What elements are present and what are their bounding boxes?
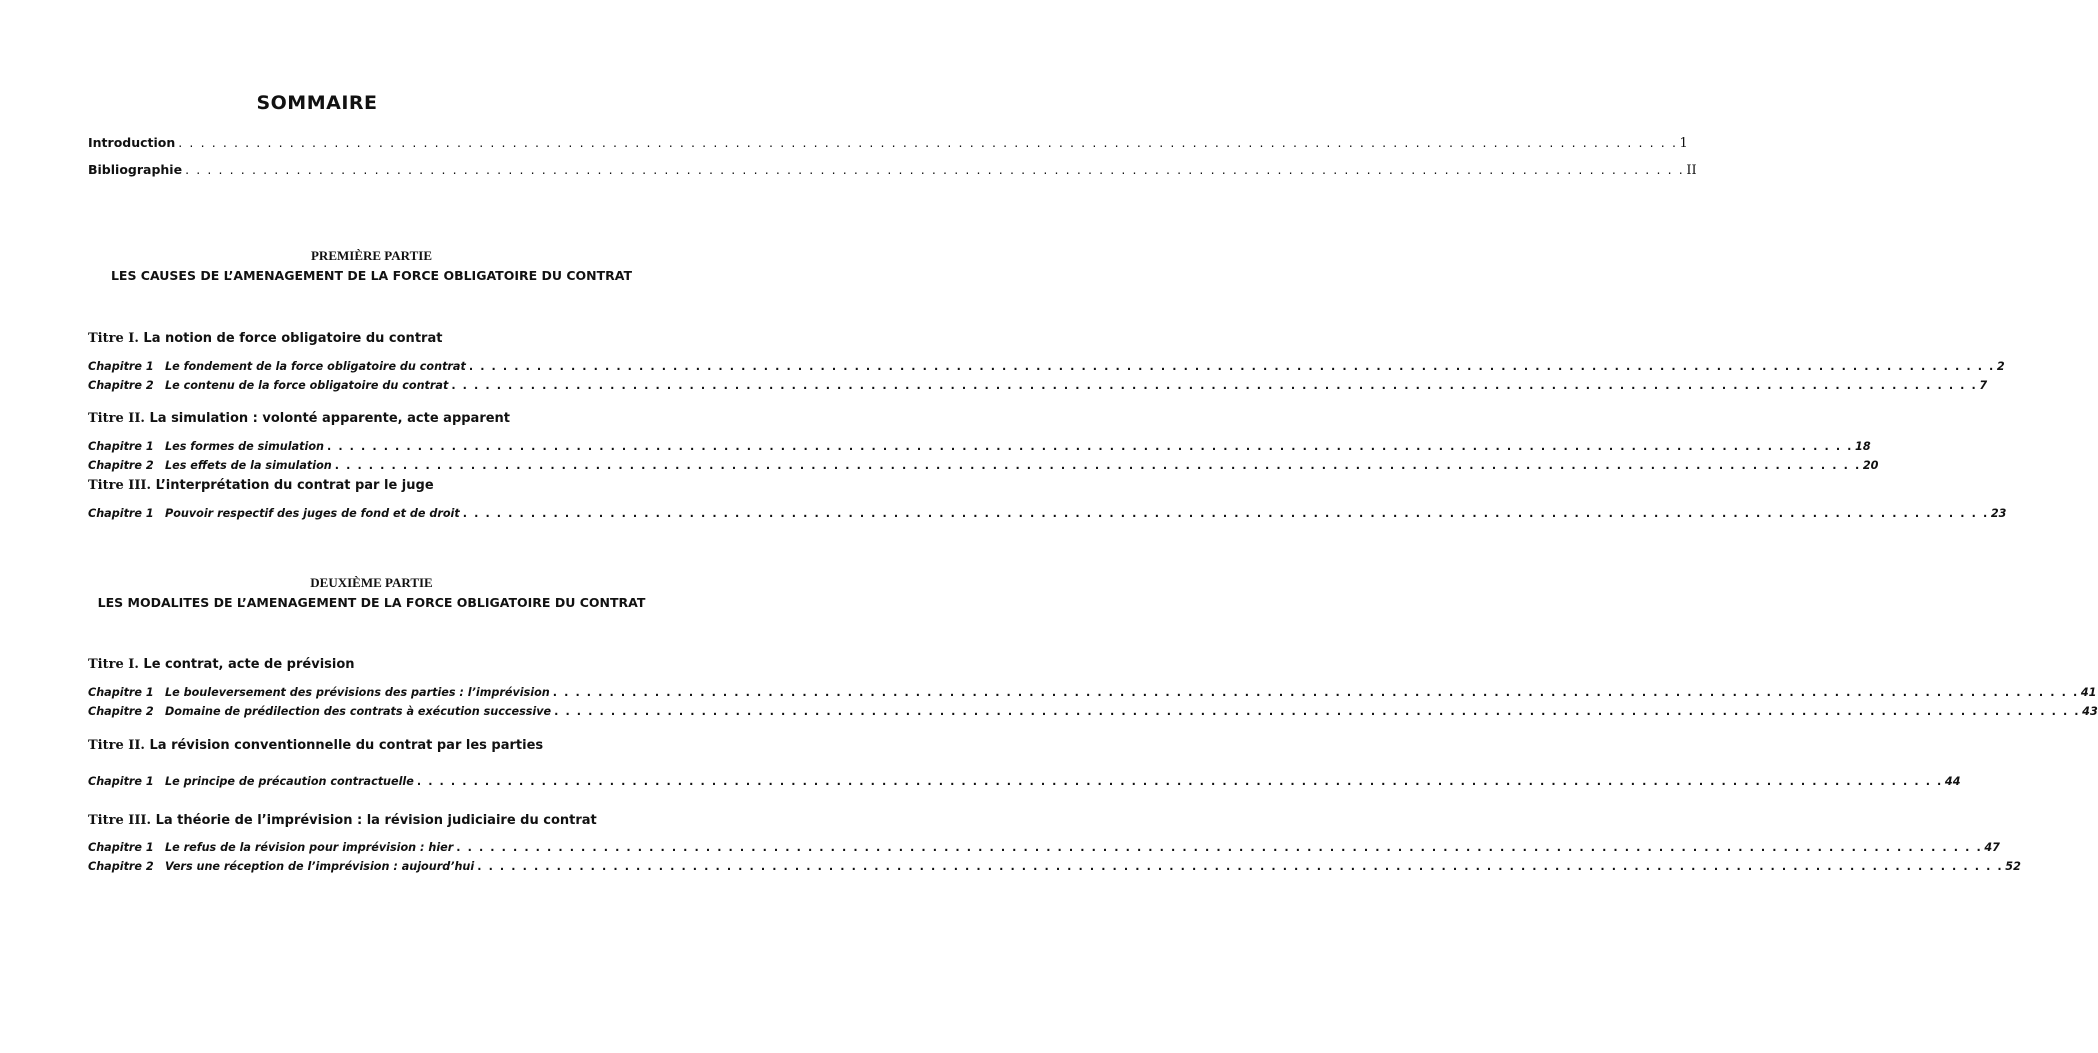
toc-entry-bibliographie[interactable] <box>88 162 1697 178</box>
toc-chapter-entry[interactable] <box>88 686 2097 699</box>
toc-page-number: 44 <box>1944 775 1961 788</box>
titre-number: Titre II. <box>88 411 145 426</box>
chapter-title: Le principe de précaution contractuelle <box>165 775 414 788</box>
dot-leader <box>178 135 1677 150</box>
toc-chapter-entry[interactable] <box>88 440 1871 453</box>
part-label: PREMIÈRE PARTIE <box>310 248 432 263</box>
dot-leader <box>185 162 1684 177</box>
chapter-label: Chapitre 1 <box>88 440 154 453</box>
dot-leader <box>327 440 1853 453</box>
dot-leader <box>335 459 1861 472</box>
chapter-label: Chapitre 1 <box>88 841 154 854</box>
titre-number: Titre I. <box>88 657 139 672</box>
toc-page-number: 43 <box>2082 705 2098 718</box>
titre-text: La notion de force obligatoire du contrat <box>143 331 443 346</box>
toc-chapter-entry[interactable] <box>88 705 2098 718</box>
chapter-label: Chapitre 2 <box>88 705 154 718</box>
titre-text: La révision conventionnelle du contrat par les parties <box>149 738 544 753</box>
dot-leader <box>553 686 2079 699</box>
toc-chapter-entry[interactable] <box>88 860 2021 873</box>
dot-leader <box>477 860 2003 873</box>
dot-leader <box>469 360 1995 373</box>
toc-page-number: 52 <box>2005 860 2021 873</box>
toc-page-number: 7 <box>1979 379 1988 392</box>
titre-number: Titre III. <box>88 813 152 828</box>
part-title: LES CAUSES DE L’AMENAGEMENT DE LA FORCE OBLIGATOIRE DU CONTRAT <box>110 268 633 283</box>
chapter-label: Chapitre 1 <box>88 686 154 699</box>
titre-heading <box>88 813 597 828</box>
toc-chapter-entry[interactable] <box>88 775 1961 788</box>
dot-leader <box>554 705 2080 718</box>
toc-page-number: 41 <box>2080 686 2097 699</box>
toc-page-number: 47 <box>1984 841 2000 854</box>
titre-text: L’interprétation du contrat par le juge <box>155 478 434 493</box>
chapter-title: Le refus de la révision pour imprévision : hier <box>165 841 454 854</box>
part-title: LES MODALITES DE L’AMENAGEMENT DE LA FORCE OBLIGATOIRE DU CONTRAT <box>97 595 646 610</box>
toc-page-number: 1 <box>1679 136 1688 151</box>
chapter-title: Le bouleversement des prévisions des parties : l’imprévision <box>165 686 550 699</box>
chapter-label: Chapitre 1 <box>88 507 154 520</box>
chapter-title: Les effets de la simulation <box>165 459 332 472</box>
chapter-label: Chapitre 2 <box>88 379 154 392</box>
chapter-title: Le contenu de la force obligatoire du contrat <box>165 379 449 392</box>
toc-chapter-entry[interactable] <box>88 841 2000 854</box>
part-label: DEUXIÈME PARTIE <box>310 575 433 590</box>
toc-entry-label: Bibliographie <box>88 162 183 177</box>
toc-entry-introduction[interactable] <box>88 135 1688 151</box>
dot-leader <box>463 507 1989 520</box>
titre-number: Titre II. <box>88 738 145 753</box>
titre-text: Le contrat, acte de prévision <box>143 657 355 672</box>
page-title: SOMMAIRE <box>256 92 378 114</box>
toc-page-number: 18 <box>1855 440 1871 453</box>
titre-heading <box>88 411 510 426</box>
titre-number: Titre I. <box>88 331 139 346</box>
dot-leader <box>451 379 1977 392</box>
toc-page-number: 2 <box>1996 360 2005 373</box>
chapter-title: Pouvoir respectif des juges de fond et de droit <box>165 507 460 520</box>
titre-heading <box>88 738 543 753</box>
chapter-title: Vers une réception de l’imprévision : aujourd’hui <box>165 860 475 873</box>
titre-number: Titre III. <box>88 478 152 493</box>
chapter-label: Chapitre 2 <box>88 459 154 472</box>
titre-text: La simulation : volonté apparente, acte apparent <box>149 411 511 426</box>
chapter-title: Le fondement de la force obligatoire du contrat <box>165 360 466 373</box>
dot-leader <box>417 775 1943 788</box>
toc-chapter-entry[interactable] <box>88 459 1879 472</box>
chapter-title: Domaine de prédilection des contrats à exécution successive <box>165 705 552 718</box>
toc-page-number: II <box>1686 163 1697 178</box>
dot-leader <box>456 841 1982 854</box>
chapter-title: Les formes de simulation <box>165 440 324 453</box>
chapter-label: Chapitre 1 <box>88 775 154 788</box>
titre-text: La théorie de l’imprévision : la révision judiciaire du contrat <box>155 813 597 828</box>
toc-entry-label: Introduction <box>88 135 176 150</box>
toc-page-number: 20 <box>1862 459 1879 472</box>
toc-page-number: 23 <box>1990 507 2007 520</box>
toc-chapter-entry[interactable] <box>88 379 1988 392</box>
titre-heading <box>88 478 434 493</box>
titre-heading <box>88 657 355 672</box>
toc-chapter-entry[interactable] <box>88 507 2007 520</box>
titre-heading <box>88 331 442 346</box>
chapter-label: Chapitre 1 <box>88 360 154 373</box>
chapter-label: Chapitre 2 <box>88 860 154 873</box>
toc-chapter-entry[interactable] <box>88 360 2005 373</box>
